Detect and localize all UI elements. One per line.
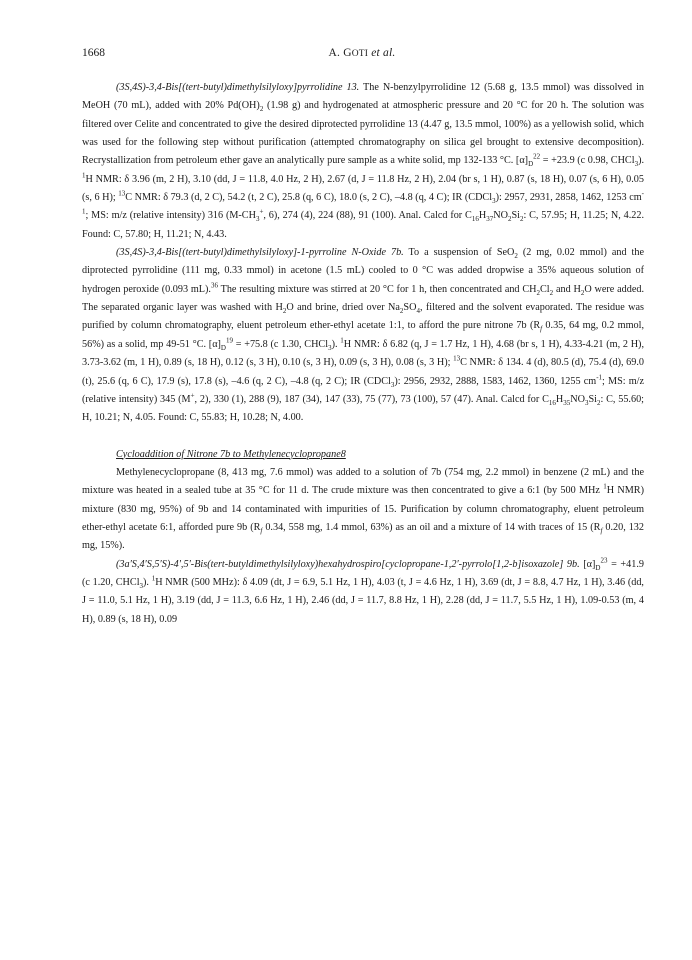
paragraph-cycloaddition: Methylenecyclopropane (8, 413 mg, 7.6 mmol) was added to a solution of 7b (754 mg, 2.2 mmol) in benzene (2 mL) and the mixture was heated in a sealed tube at 35 °C for 11 d. The crude mixture was then concentrated to give a 6:1 (by 500 MHz $^1$H NMR) mixture (830 mg, 95%) of 9b and 14 contaminated with impurities of 15. Purification by column chromatography, eluent petroleum ether-ethyl acetate 6:1, afforded pure 9b ($R_f$ 0.34, 558 mg, 1.4 mmol, 63%) as an oil and a mixture of 14 with traces of 15 ($R_f$ 0.20, 132 mg, 15%). (82, 466, 644, 552)
running-author: A. GOTI et al. (328, 47, 396, 59)
page-number: 1668 (82, 47, 105, 59)
compound-title: (3S,4S)-3,4-Bis[(tert-butyl)dimethylsilyloxy]pyrrolidine 13. (116, 82, 360, 93)
compound-title: (3a′S,4′S,5′S)-4′,5′-Bis(tert-butyldimethylsilyloxy)hexahydrospiro[cyclopropane-1,2′-pyrrolo[1,2-b]isoxazole] 9b. (116, 558, 580, 570)
paragraph-pyrrolidine-13: (3S,4S)-3,4-Bis[(tert-butyl)dimethylsilyloxy]pyrrolidine 13. The N-benzylpyrrolidine 12 (5.68 g, 13.5 mmol) was dissolved in MeOH (70 mL), added with 20% $Pd(OH)_2$ (1.98 g) and hydrogenated at atmospheric pressure and 20 °C for 20 h. The solution was filtered over Celite and concentrated to give the desired diprotected pyrrolidine 13 (4.47 g, 13.5 mmol, 100%) as a yellowish solid, which was used for the following step without purification (attempted chromatography on silica gel brought to extensive decomposition). Recrystallization from petroleum ether gave an analytically pure sample as a white solid, mp 132-133 °C. $[\alpha]_D^{22} = +23.9$ (c 0.98, CHCl$_3$). $^1$H NMR: δ 3.96 (m, 2 H), 3.10 (dd, J = 11.8, 4.0 Hz, 2 H), 2.67 (d, J = 11.8 Hz, 2 H), 2.04 (br s, 1 H), 0.87 (s, 18 H), 0.07 (s, 6 H), 0.05 (s, 6 H); $^{13}$C NMR: δ 79.3 (d, 2 C), 54.2 (t, 2 C), 25.8 (q, 6 C), 18.0 (s, 2 C), –4.8 (q, 4 C); IR (CDCl$_3$): 2957, 2931, 2858, 1462, 1253 $cm^{-1}$; MS: m/z (relative intensity) 316 ($M-CH_3^+$, 6), 274 (4), 224 (88), 91 (100). Anal. Calcd for $C_{16}H_{37}NO_2Si_2$: C, 57.95; H, 11.25; N, 4.22. Found: C, 57.80; H, 11.21; N, 4.43. (82, 82, 645, 240)
running-header (82, 47, 642, 63)
section-heading: Cycloaddition of Nitrone 7b to Methylenecyclopropane8 (116, 448, 346, 460)
paragraph-isoxazole-9b: (3a′S,4′S,5′S)-4′,5′-Bis(tert-butyldimethylsilyloxy)hexahydrospiro[cyclopropane-1,2′-pyrrolo[1,2-b]isoxazole] 9b. $[\alpha]_D^{23} = +41.9$ (c 1.20, CHCl$_3$). $^1$H NMR (500 MHz): δ 4.09 (dt, J = 6.9, 5.1 Hz, 1 H), 4.03 (t, J = 4.6 Hz, 1 H), 3.69 (dt, J = 8.8, 4.7 Hz, 1 H), 3.46 (dd, J = 11.0, 5.1 Hz, 1 H), 3.19 (dd, J = 11.3, 6.6 Hz, 1 H), 2.46 (dd, J = 11.7, 8.8 Hz, 1 H), 2.28 (dd, J = 11.7, 5.5 Hz, 1 H), 1.09-0.53 (m, 4 H), 0.89 (s, 18 H), 0.09 (82, 556, 644, 625)
compound-title: (3S,4S)-3,4-Bis[(tert-butyl)dimethylsilyloxy]-1-pyrroline N-Oxide 7b. (116, 247, 404, 259)
section-gap (82, 428, 644, 446)
article-body (82, 79, 644, 629)
paragraph-nitrone-7b: (3S,4S)-3,4-Bis[(tert-butyl)dimethylsilyloxy]-1-pyrroline N-Oxide 7b. To a suspension of SeO$_2$ (2 mg, 0.02 mmol) and the diprotected pyrrolidine (111 mg, 0.33 mmol) in acetone (1.5 mL) cooled to 0 °C was added dropwise a 35% aqueous solution of hydrogen peroxide (0.093 mL).$^{36}$ The resulting mixture was stirred at 20 °C for 1 h, then concentrated and $CH_2Cl_2$ and $H_2O$ were added. The separated organic layer was washed with $H_2O$ and brine, dried over $Na_2SO_4$, filtered and the solvent evaporated. The residue was purified by column chromatography, eluent petroleum ether-ethyl acetate 1:1, to afford the pure nitrone 7b ($R_f$ 0.35, 64 mg, 0.2 mmol, 56%) as a solid, mp 49-51 °C. $[\alpha]_D^{19} = +75.8$ (c 1.30, CHCl$_3$). $^1$H NMR: δ 6.82 (q, J = 1.7 Hz, 1 H), 4.68 (br s, 1 H), 4.33-4.21 (m, 2 H), 3.73-3.62 (m, 1 H), 0.89 (s, 18 H), 0.12 (s, 3 H), 0.10 (s, 3 H), 0.09 (s, 3 H), 0.08 (s, 3 H); $^{13}$C NMR: δ 134. 4 (d), 80.5 (d), 75.4 (d), 69.0 (t), 25.6 (q, 6 C), 17.9 (s), 17.8 (s), –4.6 (q, 2 C), –4.8 (q, 2 C); IR (CDCl$_3$): 2956, 2932, 2888, 1583, 1462, 1360, 1255 $cm^{-1}$; MS: m/z (relative intensity) 345 (M+, 2), 330 (1), 288 (9), 187 (34), 147 (33), 75 (77), 73 (100), 57 (47). Anal. Calcd for $C_{16}H_{35}NO_3Si_2$: C, 55.60; H, 10.21; N, 4.05. Found: C, 55.83; H, 10.28; N, 4.00. (82, 247, 645, 424)
